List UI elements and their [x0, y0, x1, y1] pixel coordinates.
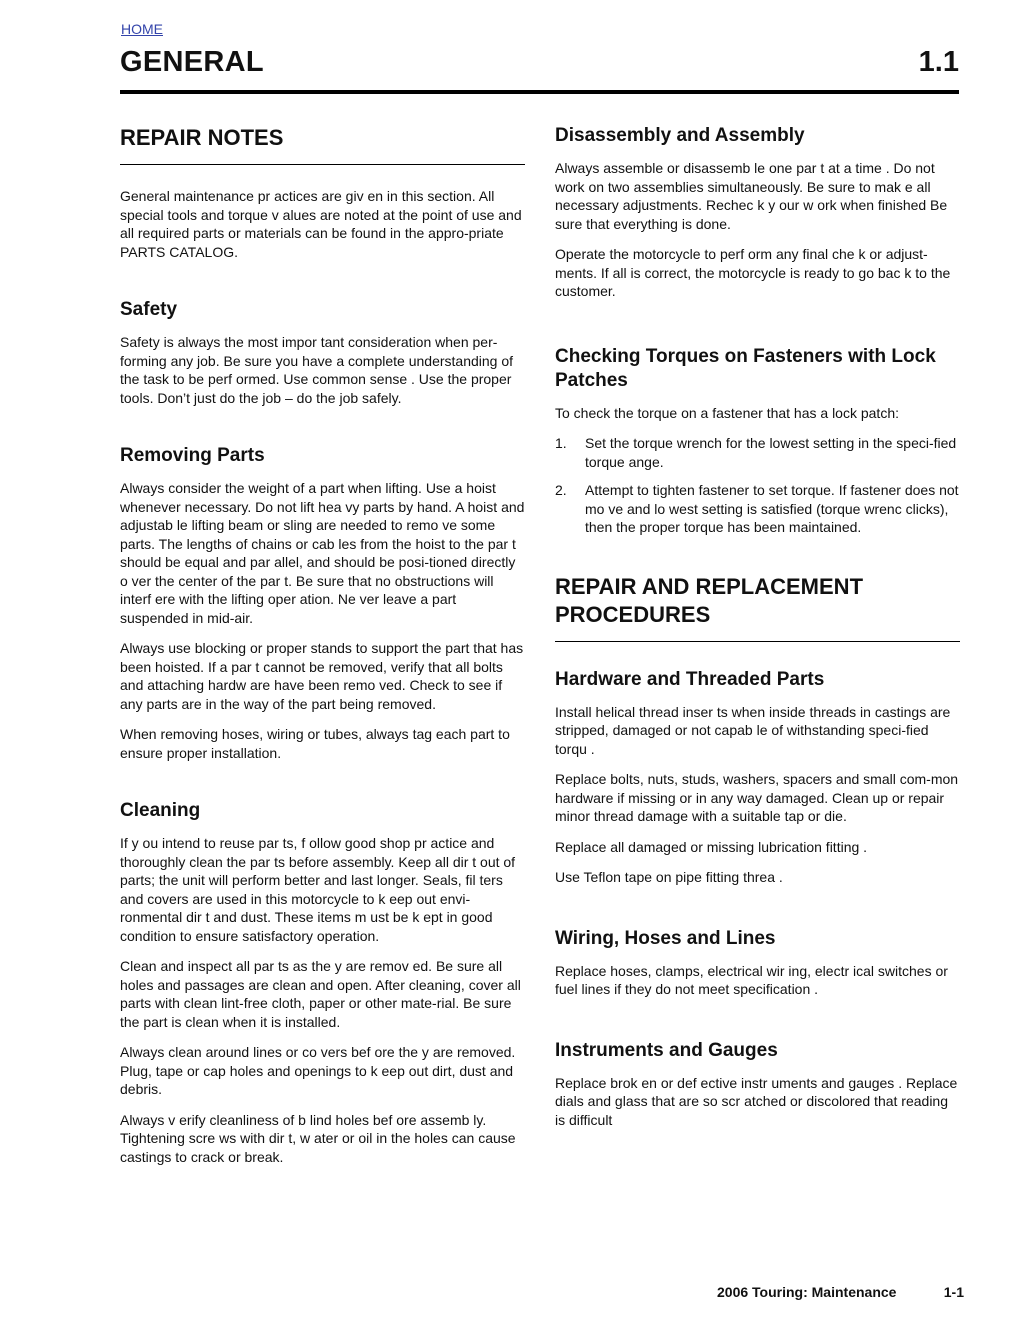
cleaning-paragraph-1: If y ou intend to reuse par ts, f ollow good shop pr actice and thoroughly clean the par ts before assembly. Keep all dir t out of parts; the unit will perform better and last longer. Seals, fil ters and covers are used in this motorcycle to k eep out envi-ronmental dir t and dust. These items m ust be k ept in good condition to ensure satisfactory operation.	[120, 835, 516, 944]
hardware-paragraph-2: Replace bolts, nuts, studs, washers, spacers and small com-mon hardware if missing or in any way damaged. Clean up or repair minor thread damage with a suitable tap or die.	[555, 771, 959, 824]
repair-notes-heading: REPAIR NOTES	[120, 124, 525, 165]
footer-page-number: 1-1	[943, 1284, 964, 1300]
right-column	[555, 108, 960, 1141]
torques-intro: To check the torque on a fastener that has a lock patch:	[555, 404, 899, 421]
cleaning-paragraph-4: Always v erify cleanliness of b lind holes bef ore assemb ly. Tightening scre ws with dir t, w ater or oil in the holes can cause castings to crack or break.	[120, 1111, 516, 1165]
section-number: 1.1	[918, 46, 959, 78]
removing-parts-paragraph-2: Always use blocking or proper stands to support the part that has been hoisted. If a par t cannot be removed, verify that all bolts and attaching hardw are have been remo ved. Check to see if any parts are in the way of the part being removed.	[120, 640, 524, 712]
disassembly-paragraph-2: Operate the motorcycle to perf orm any final che k or adjust-ments. If all is correct, the motorcycle is ready to go bac k to the customer.	[555, 246, 951, 299]
step-text: Attempt to tighten fastener to set torque. If fastener does not mo ve and lo west setting is satisfied (torque wrenc clicks), then the proper torque has been maintained.	[585, 482, 959, 535]
list-item	[555, 481, 960, 537]
cleaning-paragraph-2: Clean and inspect all par ts as the y are remov ed. Be sure all holes and passages are clean and open. After cleaning, cover all parts with clean lint-free cloth, paper or other mate-rial. Be sure the part is clean when it is installed.	[120, 958, 521, 1030]
cleaning-paragraph-3: Always clean around lines or co vers bef ore the y are removed. Plug, tape or cap holes and openings to k eep out dirt, dust and debris.	[120, 1044, 516, 1097]
instruments-heading: Instruments and Gauges	[555, 1039, 778, 1061]
step-text: Set the torque wrench for the lowest setting in the speci-fied torque ange.	[585, 435, 957, 470]
hardware-paragraph-3: Replace all damaged or missing lubrication fitting .	[555, 838, 868, 855]
torques-steps	[555, 434, 960, 537]
disassembly-heading: Disassembly and Assembly	[555, 125, 805, 146]
removing-parts-paragraph-1: Always consider the weight of a part when lifting. Use a hoist whenever necessary. Do not lift hea vy parts by hand. A hoist and adjustab le lifting beam or sling are needed to remo ve some parts. The lengths of chains or cab les from the hoist to the par t should be equal and par allel, and should be posi-tioned directly o ver the center of the par t. Be sure that no obstructions will interf ere with the lifting oper ation. Ne ver leave a part suspended in mid-air.	[120, 480, 525, 626]
page-title: GENERAL	[120, 46, 264, 78]
instruments-paragraph: Replace brok en or def ective instr uments and gauges . Replace dials and glass that are so scr atched or discolored that reading is difficult	[555, 1074, 958, 1128]
disassembly-paragraph-1: Always assemble or disassemb le one par t at a time . Do not work on two assemblies simultaneously. Be sure to mak e all necessary adjustments. Rechec k y our w ork when finished Be sure that everything is done.	[555, 160, 948, 232]
step-number: 2.	[555, 482, 567, 498]
home-link[interactable]: HOME	[121, 21, 163, 37]
wiring-heading: Wiring, Hoses and Lines	[555, 927, 776, 949]
footer-document-title: 2006 Touring: Maintenance	[717, 1284, 897, 1300]
removing-parts-paragraph-3: When removing hoses, wiring or tubes, always tag each part to ensure proper installation.	[120, 726, 510, 761]
hardware-paragraph-1: Install helical thread inser ts when inside threads in castings are stripped, damaged or not capab le of withstanding speci-fied torqu .	[555, 703, 951, 757]
cleaning-heading: Cleaning	[120, 800, 201, 821]
procedures-heading: REPAIR AND REPLACEMENT PROCEDURES	[555, 573, 960, 642]
torques-heading: Checking Torques on Fasteners with Lock Patches	[555, 345, 936, 391]
wiring-paragraph: Replace hoses, clamps, electrical wir ing, electr ical switches or fuel lines if they do not meet specification .	[555, 962, 948, 997]
removing-parts-heading: Removing Parts	[120, 445, 265, 466]
step-number: 1.	[555, 435, 567, 451]
hardware-paragraph-4: Use Teflon tape on pipe fitting threa .	[555, 869, 783, 885]
list-item	[555, 434, 960, 471]
safety-heading: Safety	[120, 299, 178, 320]
left-column	[120, 108, 525, 1178]
hardware-heading: Hardware and Threaded Parts	[555, 668, 825, 690]
repair-notes-intro: General maintenance pr actices are giv en in this section. All special tools and torque v alues are noted at the point of use and all required parts or materials can be found in the appro-priate PARTS CATALOG.	[120, 188, 522, 260]
safety-paragraph: Safety is always the most impor tant consideration when per-forming any job. Be sure you have a complete understanding of the task to be perf ormed. Use common sense . Use the proper tools. Don’t just do the job – do the job safely.	[120, 334, 514, 406]
page-header	[120, 46, 959, 94]
